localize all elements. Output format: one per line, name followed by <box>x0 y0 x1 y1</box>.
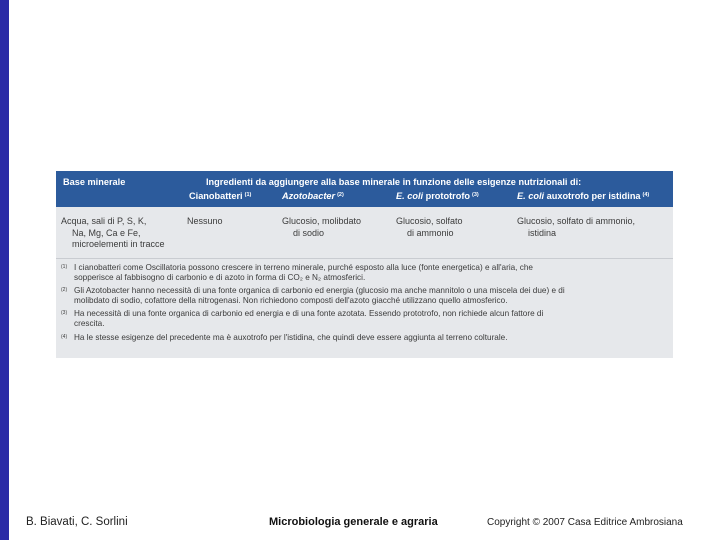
header-azotobacter-note: (2) <box>337 192 344 198</box>
cell-line: microelementi in tracce <box>72 239 165 249</box>
header-ecoli-auxotrofo <box>517 191 649 201</box>
footnote-line: Gli Azotobacter hanno necessità di una fonte organica di carbonio ed energia (glucosio ma anche mannitolo o una miscela dei due) e di <box>74 286 565 295</box>
header-ecoli-prototrofo <box>396 191 479 201</box>
nutrition-table-figure <box>56 171 673 358</box>
cell-base-minerale <box>61 216 165 251</box>
footnote-line: Ha le stesse esigenze del precedente ma è auxotrofo per l'istidina, che quindi deve essere aggiunta al terreno colturale. <box>74 333 508 342</box>
footnote-text <box>74 333 670 343</box>
cell-line: di ammonio <box>407 227 454 238</box>
cell-line: Glucosio, solfato <box>396 216 463 226</box>
footnote-number: (4) <box>61 334 68 340</box>
header-azotobacter <box>282 191 344 201</box>
cell-ecoli-prototrofo <box>396 216 463 239</box>
header-ecoli-prototrofo-note: (3) <box>472 192 479 198</box>
footer-book-title: Microbiologia generale e agraria <box>269 516 438 528</box>
footnote-text <box>74 309 670 329</box>
footnote-number: (3) <box>61 310 68 316</box>
cell-line: Na, Mg, Ca e Fe, <box>72 227 141 238</box>
header-ecoli-auxotrofo-rest: auxotrofo per istidina <box>544 191 641 201</box>
header-main-title: Ingredienti da aggiungere alla base minerale in funzione delle esigenze nutrizionali di: <box>206 177 582 187</box>
header-cianobatteri <box>189 191 251 201</box>
cell-azotobacter <box>282 216 361 239</box>
footnote-line: sopperisce al fabbisogno di carbonio e di azoto in forma di CO₂ e N₂ atmosferici. <box>74 273 366 283</box>
cell-line: Nessuno <box>187 216 223 226</box>
cell-line: Glucosio, solfato di ammonio, <box>517 216 636 226</box>
footnote-line: I cianobatteri come Oscillatoria possono crescere in terreno minerale, purché esposto alla luce (fonte energetica) e all'aria, che <box>74 263 533 272</box>
table-row <box>56 207 673 257</box>
footnote-text <box>74 286 670 306</box>
table-header <box>56 171 673 207</box>
footnote-number: (2) <box>61 287 68 293</box>
header-ecoli-prototrofo-italic: E. coli <box>396 191 424 201</box>
header-ecoli-auxotrofo-note: (4) <box>642 192 650 198</box>
footnote-line: Ha necessità di una fonte organica di carbonio ed energia e di una fonte azotata. Essendo prototrofo, non richiede alcun fattore di <box>74 309 544 318</box>
header-ecoli-prototrofo-rest: prototrofo <box>423 191 471 201</box>
footer-authors: B. Biavati, C. Sorlini <box>26 516 128 528</box>
footnote-line: crescita. <box>74 319 105 329</box>
cell-line: di sodio <box>293 227 325 238</box>
footnote-text <box>74 263 670 283</box>
footer-copyright: Copyright © 2007 Casa Editrice Ambrosiana <box>487 517 683 528</box>
cell-cianobatteri <box>187 216 223 228</box>
cell-line: istidina <box>528 227 557 238</box>
cell-line: Acqua, sali di P, S, K, <box>61 216 147 226</box>
cell-ecoli-auxotrofo <box>517 216 635 239</box>
header-cianobatteri-note: (1) <box>244 192 252 198</box>
slide-left-accent-bar <box>0 0 9 540</box>
header-cianobatteri-label: Cianobatteri <box>189 191 243 201</box>
footnote-number: (1) <box>61 264 68 270</box>
table-divider <box>56 258 673 259</box>
header-azotobacter-label: Azotobacter <box>282 191 336 201</box>
footnote-line: molibdato di sodio, cofattore della nitrogenasi. Non richiedono composti dell'azoto giacché utilizzano quello atmosferico. <box>74 296 508 306</box>
header-ecoli-auxotrofo-italic: E. coli <box>517 191 545 201</box>
cell-line: Glucosio, molibdato <box>282 216 362 226</box>
header-base-minerale: Base minerale <box>63 177 126 187</box>
